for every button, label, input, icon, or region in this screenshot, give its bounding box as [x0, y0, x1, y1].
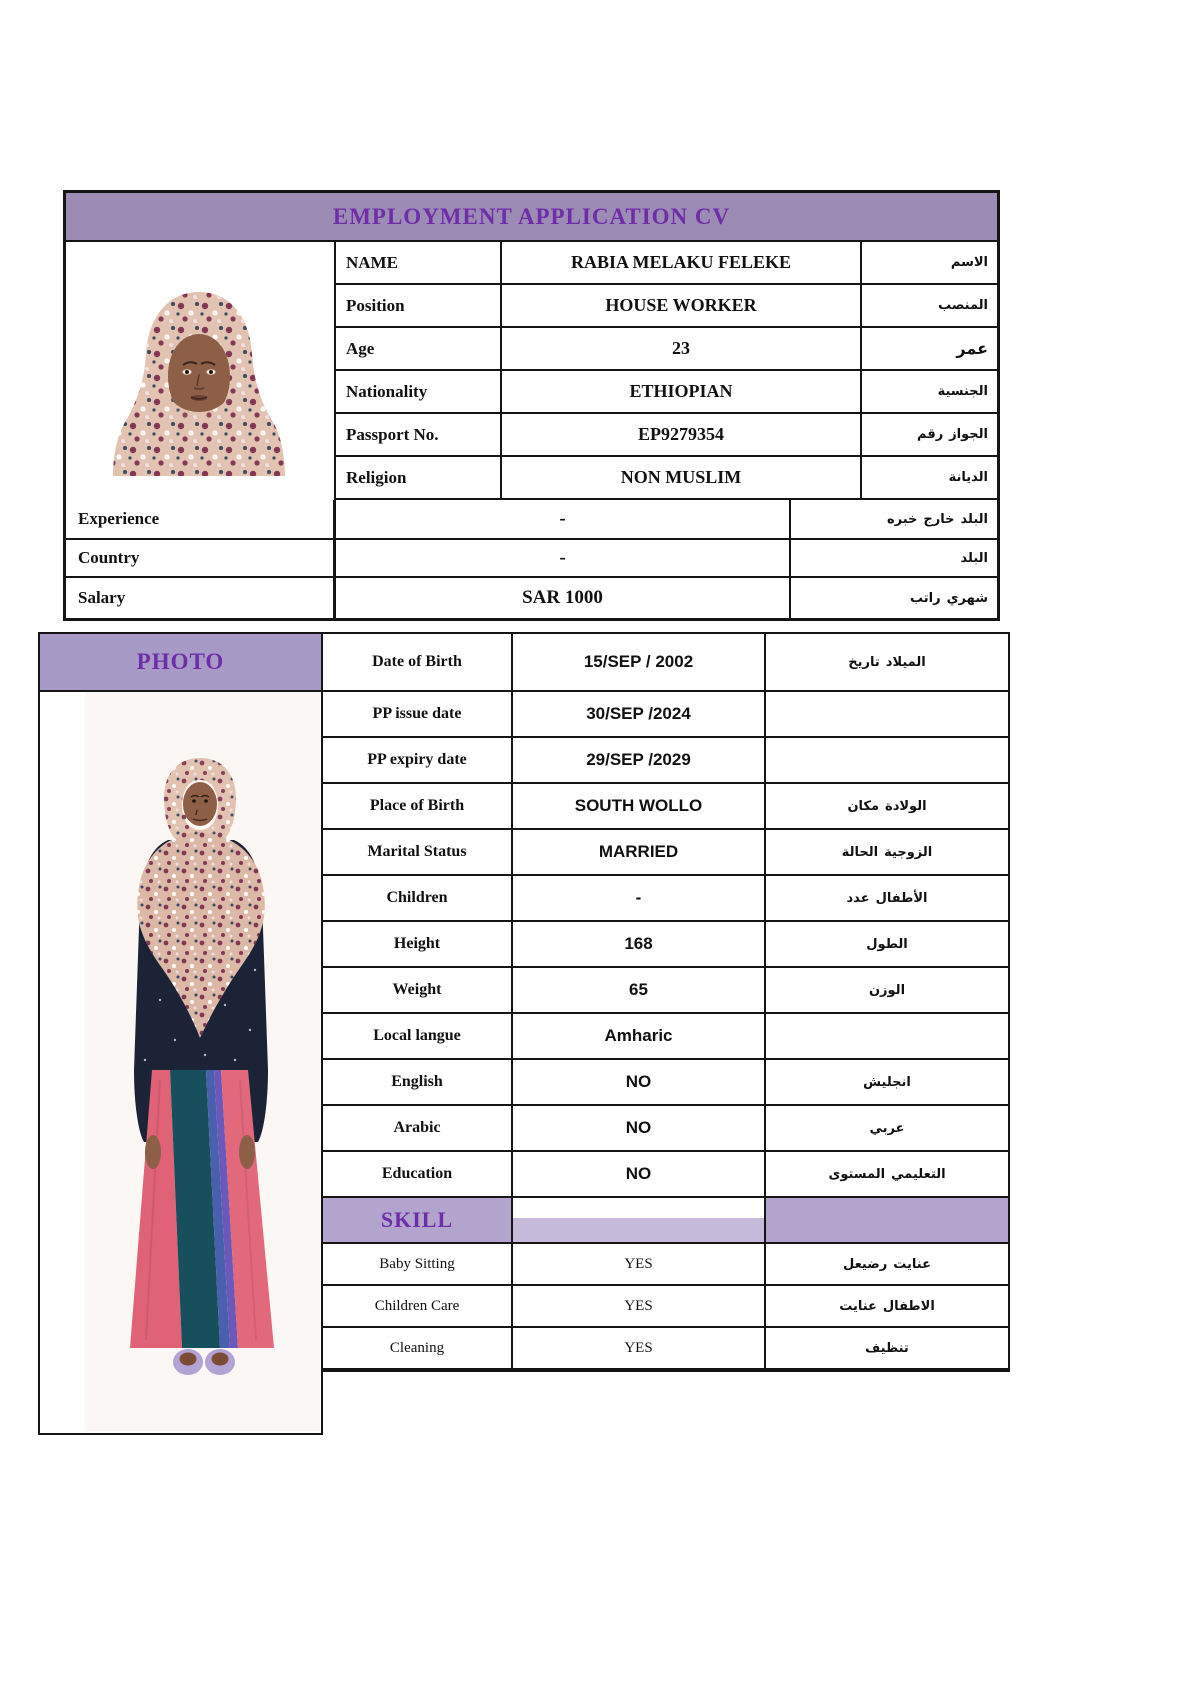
detail-label-birthplace: Place of Birth	[323, 784, 513, 828]
full-body-illustration	[90, 740, 310, 1400]
detail-label-arabic: Arabic	[323, 1106, 513, 1150]
detail-row-education	[323, 1152, 1008, 1198]
document-title-bar	[66, 193, 997, 242]
skill-row-cleaning	[323, 1328, 1008, 1370]
detail-arabic-height: الطول	[866, 936, 908, 952]
skill-row-babysitting	[323, 1244, 1008, 1286]
photo-header-cell	[40, 634, 321, 692]
headshot-illustration	[104, 276, 294, 476]
identity-grid	[66, 242, 997, 500]
field-value-experience: -	[336, 500, 791, 540]
field-label-experience: Experience	[66, 500, 336, 540]
detail-value-pp-expiry: 29/SEP /2029	[513, 738, 766, 782]
detail-row-birthplace	[323, 784, 1008, 830]
field-label-position: Position	[336, 285, 502, 328]
field-value-nationality: ETHIOPIAN	[502, 371, 862, 414]
detail-arabic-birthplace: مكان الولادة	[847, 798, 927, 814]
detail-label-marital: Marital Status	[323, 830, 513, 874]
detail-arabic-pp-expiry	[766, 738, 1008, 782]
skill-value-babysitting: YES	[513, 1244, 766, 1284]
detail-arabic-local-language	[766, 1014, 1008, 1058]
detail-value-local-language: Amharic	[513, 1014, 766, 1058]
field-label-name: NAME	[336, 242, 502, 285]
field-label-country: Country	[66, 540, 336, 578]
skill-arabic-childrencare: عنايت الاطفال	[839, 1298, 935, 1314]
detail-value-dob: 15/SEP / 2002	[513, 634, 766, 690]
field-label-salary: Salary	[66, 578, 336, 618]
skill-arabic-cell	[766, 1198, 1008, 1242]
detail-label-pp-expiry: PP expiry date	[323, 738, 513, 782]
detail-arabic-marital: الحالة الزوجية	[841, 844, 933, 860]
document-title: EMPLOYMENT APPLICATION CV	[332, 203, 731, 229]
skill-arabic-cleaning: تنظيف	[865, 1340, 909, 1356]
field-arabic-name: الاسم	[862, 242, 997, 285]
full-body-photo	[90, 740, 310, 1400]
field-value-country: -	[336, 540, 791, 578]
detail-row-local-language	[323, 1014, 1008, 1060]
detail-row-height	[323, 922, 1008, 968]
full-body-photo-cell	[40, 692, 321, 1433]
skill-header-cell	[323, 1198, 513, 1242]
detail-value-english: NO	[513, 1060, 766, 1104]
field-value-religion: NON MUSLIM	[502, 457, 862, 500]
detail-label-dob: Date of Birth	[323, 634, 513, 690]
photo-column	[38, 632, 323, 1435]
detail-value-birthplace: SOUTH WOLLO	[513, 784, 766, 828]
detail-row-weight	[323, 968, 1008, 1014]
field-arabic-nationality: الجنسية	[862, 371, 997, 414]
detail-label-local-language: Local langue	[323, 1014, 513, 1058]
detail-arabic-weight: الوزن	[868, 982, 906, 998]
field-arabic-passport: رقم الجواز	[862, 414, 997, 457]
detail-arabic-arabic: عربي	[869, 1120, 905, 1136]
detail-label-pp-issue: PP issue date	[323, 692, 513, 736]
field-arabic-country: البلد	[791, 540, 997, 578]
skill-value-childrencare: YES	[513, 1286, 766, 1326]
field-value-salary: SAR 1000	[336, 578, 791, 618]
detail-value-marital: MARRIED	[513, 830, 766, 874]
field-label-nationality: Nationality	[336, 371, 502, 414]
detail-row-marital	[323, 830, 1008, 876]
headshot-photo	[104, 276, 294, 476]
field-label-passport: Passport No.	[336, 414, 502, 457]
skill-label-babysitting: Baby Sitting	[323, 1244, 513, 1284]
detail-row-dob	[323, 634, 1008, 692]
detail-arabic-children: عدد الأطفال	[846, 890, 928, 906]
field-value-name: RABIA MELAKU FELEKE	[502, 242, 862, 285]
detail-row-pp-issue	[323, 692, 1008, 738]
field-arabic-age: عمر	[862, 328, 997, 371]
detail-value-weight: 65	[513, 968, 766, 1012]
detail-value-children: -	[513, 876, 766, 920]
skill-arabic-babysitting: رضيعل عنايت	[842, 1256, 931, 1272]
headshot-photo-cell	[66, 242, 336, 500]
skill-row-childrencare	[323, 1286, 1008, 1328]
field-arabic-salary: راتب شهري	[910, 590, 988, 606]
field-value-position: HOUSE WORKER	[502, 285, 862, 328]
field-value-age: 23	[502, 328, 862, 371]
details-table	[323, 632, 1010, 1372]
detail-value-height: 168	[513, 922, 766, 966]
skill-value-cleaning: YES	[513, 1328, 766, 1368]
detail-label-english: English	[323, 1060, 513, 1104]
detail-label-children: Children	[323, 876, 513, 920]
skill-label-childrencare: Children Care	[323, 1286, 513, 1326]
detail-row-arabic	[323, 1106, 1008, 1152]
top-table	[63, 190, 1000, 621]
detail-row-english	[323, 1060, 1008, 1106]
field-arabic-religion: الديانة	[862, 457, 997, 500]
detail-arabic-education: المستوى التعليمي	[828, 1166, 946, 1182]
skill-header-label: SKILL	[380, 1207, 454, 1232]
skill-header-row	[323, 1198, 1008, 1244]
detail-label-weight: Weight	[323, 968, 513, 1012]
field-label-religion: Religion	[336, 457, 502, 500]
detail-value-arabic: NO	[513, 1106, 766, 1150]
detail-row-pp-expiry	[323, 738, 1008, 784]
field-label-age: Age	[336, 328, 502, 371]
photo-header-label: PHOTO	[136, 649, 225, 674]
detail-arabic-pp-issue	[766, 692, 1008, 736]
detail-label-education: Education	[323, 1152, 513, 1196]
detail-label-height: Height	[323, 922, 513, 966]
detail-row-children	[323, 876, 1008, 922]
detail-arabic-dob: تاريخ الميلاد	[848, 654, 926, 670]
detail-arabic-english: انجليش	[863, 1074, 911, 1090]
skill-band-cell	[513, 1198, 766, 1242]
detail-value-education: NO	[513, 1152, 766, 1196]
field-value-passport: EP9279354	[502, 414, 862, 457]
field-arabic-position: المنصب	[862, 285, 997, 328]
detail-value-pp-issue: 30/SEP /2024	[513, 692, 766, 736]
field-arabic-experience: خبره خارج البلد	[791, 500, 997, 540]
skill-label-cleaning: Cleaning	[323, 1328, 513, 1368]
summary-grid	[66, 500, 997, 618]
